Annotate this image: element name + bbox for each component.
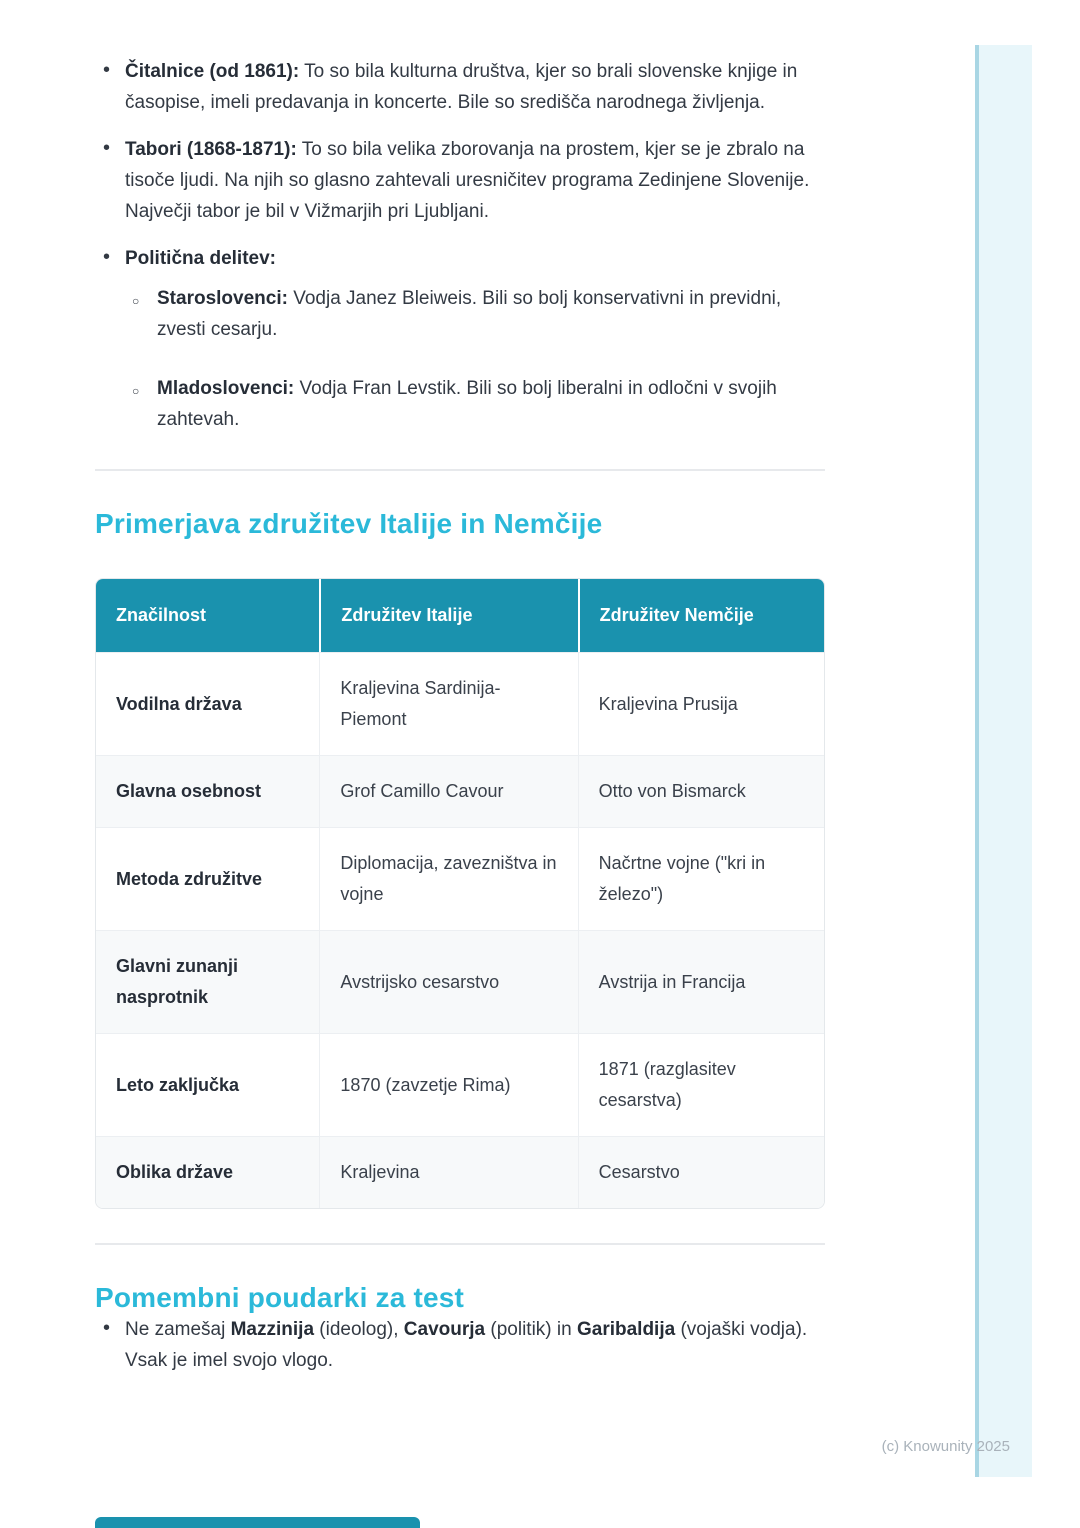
highlight-bold: Cavourja [403,1319,486,1340]
table-cell: Avstrijsko cesarstvo [319,930,577,1033]
list-item-lead: Tabori (1868-1871): [125,139,297,160]
next-section-partial-bar [95,1517,420,1528]
row-label: Vodilna država [96,652,319,755]
list-item-lead: Politična delitev: [125,248,276,269]
table-header-cell: Značilnost [96,579,319,652]
table-row [96,827,824,930]
list-item-citalnice [95,56,825,118]
table-cell: 1871 (razglasitev cesarstva) [578,1033,824,1136]
sub-item-staroslovenci [125,283,825,345]
table-row [96,652,824,755]
highlight-text: (ideolog), [319,1319,399,1340]
highlights-list [95,1314,825,1376]
table-cell: Diplomacija, zavezništva in vojne [319,827,577,930]
list-item-tabori [95,134,825,227]
page-right-strip [975,45,1032,1477]
sub-item-lead: Staroslovenci: [157,288,288,309]
table-row [96,1136,824,1208]
list-item-highlight [95,1314,825,1376]
row-label: Glavna osebnost [96,755,319,827]
table-cell: Kraljevina Sardinija-Piemont [319,652,577,755]
copyright-footer: (c) Knowunity 2025 [881,1438,1010,1455]
table-header-row [96,579,824,652]
table-cell: Otto von Bismarck [578,755,824,827]
highlight-text: (vojaški vodja). Vsak je imel svojo vlogo. [125,1319,808,1371]
section-divider [95,469,825,471]
table-row [96,1033,824,1136]
list-item-lead: Čitalnice (od 1861): [125,61,300,82]
highlight-text: Ne zamešaj [125,1319,226,1340]
table-header-cell: Združitev Italije [319,579,577,652]
table-header-cell: Združitev Nemčije [578,579,824,652]
notes-list [95,56,825,435]
table-row [96,755,824,827]
row-label: Metoda združitve [96,827,319,930]
row-label: Oblika države [96,1136,319,1208]
highlights-heading: Pomembni poudarki za test [95,1282,465,1313]
list-item-text: To so bila kulturna društva, kjer so brali slovenske knjige in časopise, imeli predavanja in koncerte. Bile so središča narodnega življenja. [125,61,798,113]
list-item-politicna-delitev [95,243,825,435]
table-cell: Cesarstvo [578,1136,824,1208]
highlight-bold: Mazzinija [230,1319,315,1340]
sub-list [125,283,825,435]
table-cell: Načrtne vojne ("kri in železo") [578,827,824,930]
table-row [96,930,824,1033]
sub-item-lead: Mladoslovenci: [157,378,295,399]
sub-item-text: Vodja Janez Bleiweis. Bili so bolj konservativni in previdni, zvesti cesarju. [157,288,782,340]
table-cell: Avstrija in Francija [578,930,824,1033]
sub-item-text: Vodja Fran Levstik. Bili so bolj liberalni in odločni v svojih zahtevah. [157,378,777,430]
comparison-table [95,578,825,1209]
row-label: Glavni zunanji nasprotnik [96,930,319,1033]
row-label: Leto zaključka [96,1033,319,1136]
note-content [95,56,825,1392]
section-divider [95,1243,825,1245]
table-cell: Grof Camillo Cavour [319,755,577,827]
table-cell: Kraljevina [319,1136,577,1208]
highlight-text: (politik) in [490,1319,572,1340]
comparison-heading: Primerjava združitev Italije in Nemčije [95,508,603,539]
list-item-text: To so bila velika zborovanja na prostem, kjer se je zbralo na tisoče ljudi. Na njih so glasno zahtevali uresničitev programa Zedinjene Slovenije. Največji tabor je bil v Vižmarjih pri Ljubljani. [125,139,810,222]
table-cell: 1870 (zavzetje Rima) [319,1033,577,1136]
sub-item-mladoslovenci [125,373,825,435]
highlight-bold: Garibaldija [576,1319,676,1340]
table-cell: Kraljevina Prusija [578,652,824,755]
